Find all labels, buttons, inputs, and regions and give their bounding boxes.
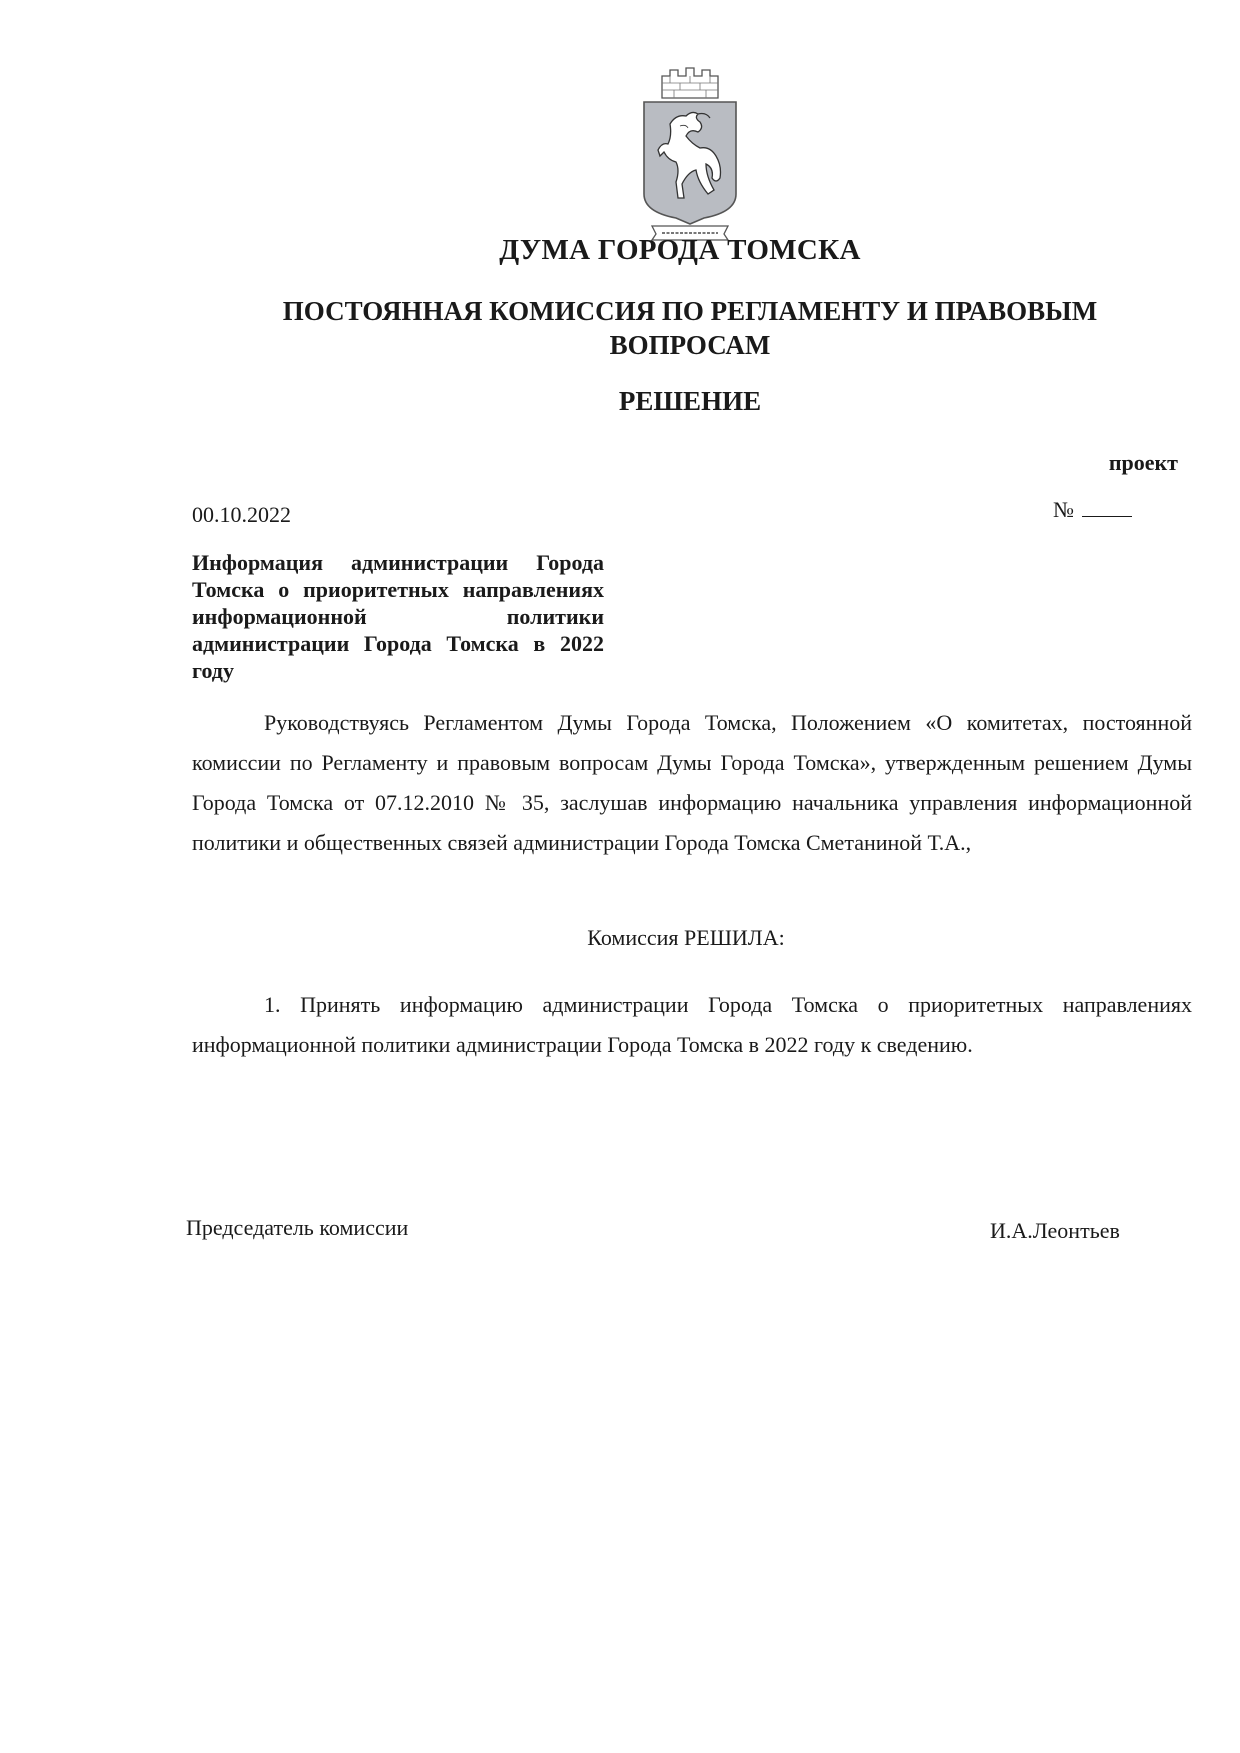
decision-title: РЕШЕНИЕ [618,386,762,416]
signature-role: Председатель комиссии [186,1215,409,1240]
draft-label: проект [1108,450,1178,475]
document-number [1053,497,1132,523]
preamble-paragraph: Руководствуясь Регламентом Думы Города Томска, Положением «О комитетах, постоянной комиссии по Регламенту и правовым вопросам Думы Города Томска», утвержденным решением Думы Города Томска от 07.12.2010 № 35, заслушав информацию начальника управления информационной политики и общественных связей администрации Города Томска Сметаниной Т.А., [192,710,1192,855]
resolution-item: 1. Принять информацию администрации Города Томска о приоритетных направлениях информационной политики администрации Города Томска в 2022 году к сведению. [192,992,1192,1057]
duma-title: ДУМА ГОРОДА ТОМСКА [499,234,861,266]
number-blank [1082,498,1132,517]
number-label: № [1053,497,1074,522]
resolved-heading: Комиссия РЕШИЛА: [587,925,785,950]
commission-title: ПОСТОЯННАЯ КОМИССИЯ ПО РЕГЛАМЕНТУ И ПРАВОВЫМ ВОПРОСАМ [282,296,1098,360]
tomsk-coat-of-arms-icon [640,66,740,246]
decision-subject: Информация администрации Города Томска о приоритетных направлениях информационной политики администрации Города Томска в 2022 году [192,550,604,683]
document-date: 00.10.2022 [192,502,291,527]
signature-name: И.А.Леонтьев [990,1218,1120,1243]
